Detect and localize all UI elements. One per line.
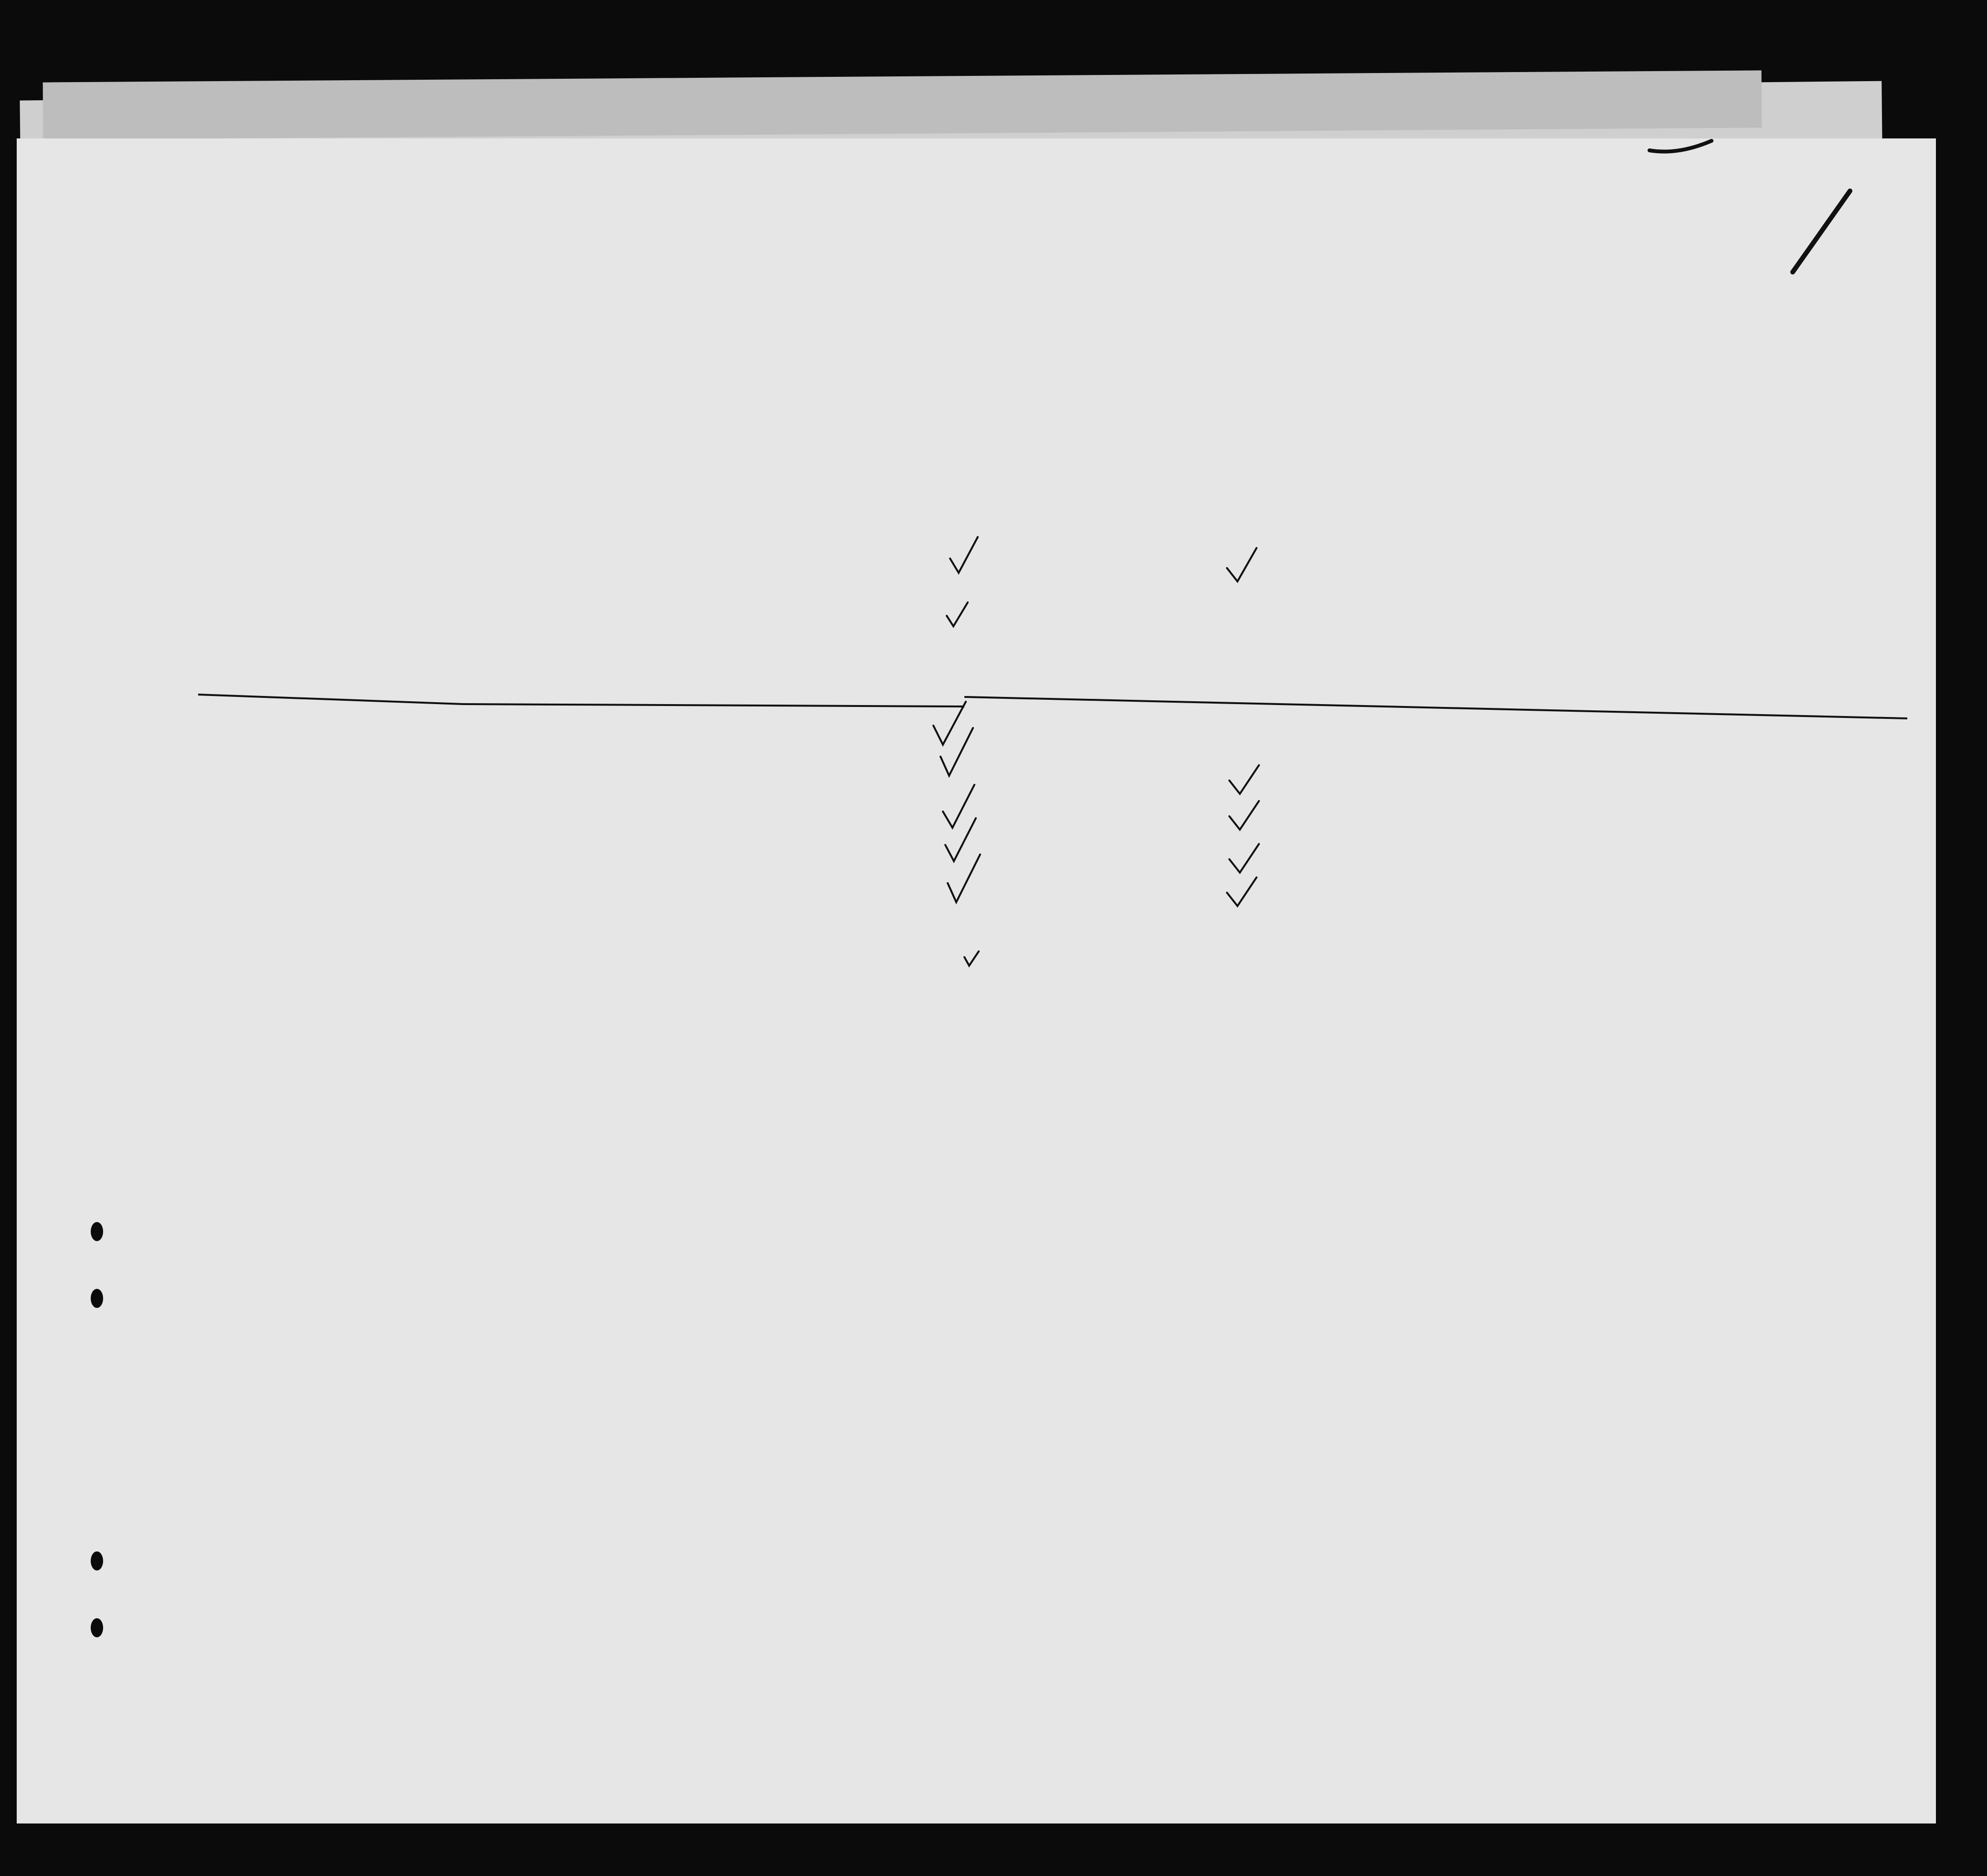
checkmark	[1227, 877, 1257, 906]
checkmark	[1229, 765, 1259, 794]
checkmark	[948, 854, 980, 902]
checkmark	[964, 951, 979, 966]
checkmark	[947, 602, 968, 626]
strike-row4-rel	[198, 695, 463, 704]
checkmark	[1229, 844, 1259, 873]
punch-hole	[91, 1222, 103, 1241]
underlying-sheet-mark	[1649, 141, 1712, 152]
checkmark	[941, 728, 973, 776]
checkmark	[1229, 801, 1259, 830]
checkmark	[933, 702, 966, 745]
punch-hole	[91, 1618, 103, 1637]
list-slash	[1793, 191, 1850, 272]
checkmark	[950, 537, 978, 573]
manifest-sheet	[17, 138, 1936, 1823]
underlying-sheet-edge	[43, 70, 1762, 139]
handwritten-checkmarks	[17, 138, 1936, 1823]
strike-row4-dest	[463, 704, 964, 706]
checkmark	[1227, 548, 1257, 581]
checkmark	[943, 785, 974, 828]
punch-hole	[91, 1289, 103, 1308]
punch-hole	[91, 1551, 103, 1570]
strike-row4-right	[964, 697, 1907, 718]
